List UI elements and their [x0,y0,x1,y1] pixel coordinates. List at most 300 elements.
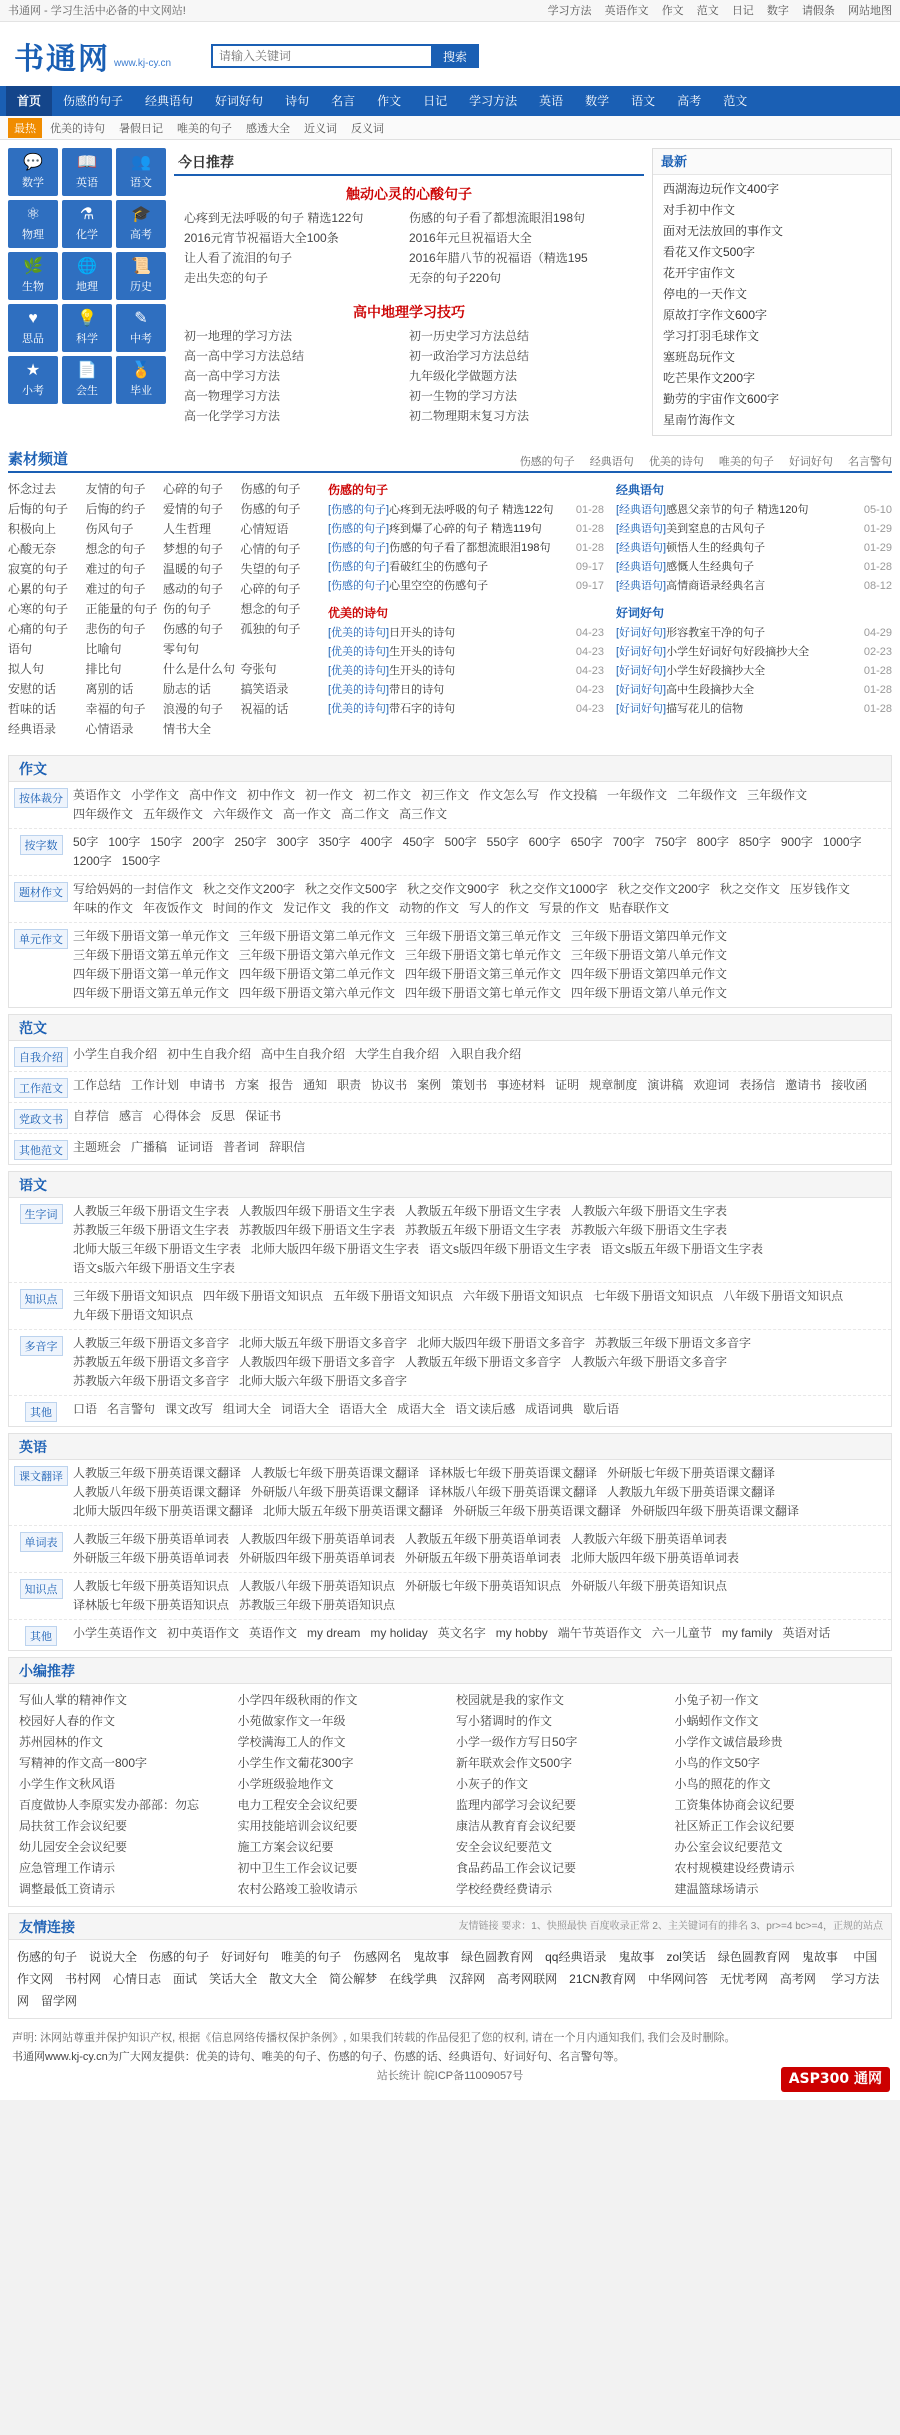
zw0-17[interactable]: 高三作文 [399,807,448,821]
list-item[interactable] [663,221,881,242]
latest-link-9[interactable]: 吃芒果作文200字 [663,371,756,385]
material-kw-47[interactable]: 祝福的话 [240,702,289,716]
rec-8[interactable]: 苏州园林的作文 [19,1735,104,1749]
material-kw-0[interactable]: 怀念过去 [8,482,57,496]
yy0-0[interactable]: 人教版三年级下册英语课文翻译 [73,1466,242,1480]
fl-25[interactable]: 无忧考网 [719,1972,768,1986]
material-kw-5[interactable]: 后悔的约子 [85,502,146,516]
zw2-1[interactable]: 秋之交作文200字 [203,882,296,896]
today2-link-7[interactable]: 初一生物的学习方法 [409,389,518,403]
yw0-2[interactable]: 人教版五年级下册语文生字表 [405,1204,562,1218]
zw3-4[interactable]: 三年级下册语文第五单元作文 [73,948,230,962]
material-kw-6[interactable]: 爱情的句子 [163,502,224,516]
subject-icon-huaxue[interactable] [62,200,112,248]
subject-icon-huisheng[interactable] [62,356,112,404]
zw3-8[interactable]: 四年级下册语文第一单元作文 [73,967,230,981]
today2-link-8[interactable]: 高一化学学习方法 [184,409,281,423]
yw1-2[interactable]: 五年级下册语文知识点 [333,1289,454,1303]
material-kw-25[interactable]: 正能量的句子 [85,602,158,616]
material-tab-2[interactable]: 优美的诗句 [648,456,704,468]
material-kw-4[interactable]: 后悔的句子 [8,502,69,516]
yw0-9[interactable]: 北师大版四年级下册语文生字表 [251,1242,420,1256]
yw1-3[interactable]: 六年级下册语文知识点 [463,1289,584,1303]
list-item[interactable] [663,347,881,368]
yw0-11[interactable]: 语文s版五年级下册语文生字表 [601,1242,764,1256]
fl-26[interactable]: 高考网 [779,1972,816,1986]
zw0-16[interactable]: 高二作文 [341,807,390,821]
zw0-13[interactable]: 五年级作文 [143,807,204,821]
rec-12[interactable]: 写精神的作文高一800字 [19,1756,148,1770]
yw2-9[interactable]: 北师大版六年级下册语文多音字 [239,1374,408,1388]
zw2-15[interactable]: 写景的作文 [539,901,600,915]
today2-link-3[interactable]: 初一政治学习方法总结 [409,349,530,363]
sec3-txt-1[interactable]: 小学生好词好句好段摘抄大全 [666,646,810,658]
fw2-0[interactable]: 自荐信 [73,1109,110,1123]
top-link-6[interactable]: 请假条 [801,5,835,17]
material-tab-3[interactable]: 唯美的句子 [718,456,774,468]
list-item[interactable] [616,558,892,577]
fl-8[interactable]: qq经典语录 [545,1950,607,1964]
today-link-4[interactable]: 让人看了流泪的句子 [184,251,293,265]
material-kw-31[interactable]: 孤独的句子 [240,622,301,636]
fw1-16[interactable]: 邀请书 [785,1078,822,1092]
zw0-7[interactable]: 作文怎么写 [479,788,540,802]
rec-9[interactable]: 学校满海工人的作文 [237,1735,346,1749]
fw1-7[interactable]: 协议书 [371,1078,408,1092]
latest-link-2[interactable]: 面对无法放回的事作文 [663,224,784,238]
row-tag[interactable] [9,833,73,871]
material-kw-29[interactable]: 悲伤的句子 [85,622,146,636]
yy1-6[interactable]: 外研版五年级下册英语单词表 [405,1551,562,1565]
yy3-4[interactable]: my holiday [370,1626,428,1640]
sec0-txt-1[interactable]: 疼到爆了心碎的句子 精选119句 [389,523,542,535]
rec-24[interactable]: 局扶贫工作会议纪要 [19,1819,128,1833]
zw1-2[interactable]: 150字 [150,835,183,849]
subnav-item-2[interactable]: 唯美的句子 [177,122,232,135]
list-item[interactable] [328,643,604,662]
rec-7[interactable]: 小蜗蚓作文作文 [674,1714,759,1728]
fw3-1[interactable]: 广播稿 [131,1140,168,1154]
list-item[interactable] [616,501,892,520]
sec3-txt-0[interactable]: 形容教室干净的句子 [666,627,766,639]
today-link-1[interactable]: 伤感的句子看了都想流眼泪198句 [409,211,586,225]
nav-item-4[interactable]: 诗句 [285,94,310,108]
fl-0[interactable]: 伤感的句子 [17,1950,78,1964]
yw3-3[interactable]: 组词大全 [223,1402,272,1416]
zw2-9[interactable]: 年夜饭作文 [143,901,204,915]
nav-item-11[interactable]: 语文 [631,94,656,108]
zw3-7[interactable]: 三年级下册语文第八单元作文 [571,948,728,962]
yy3-8[interactable]: 六一儿童节 [651,1626,712,1640]
yw2-7[interactable]: 人教版六年级下册语文多音字 [571,1355,728,1369]
rec-31[interactable]: 办公室会议纪要范文 [674,1840,783,1854]
list-item[interactable] [328,662,604,681]
rec-15[interactable]: 小鸟的作文50字 [674,1756,760,1770]
fw1-2[interactable]: 申请书 [189,1078,226,1092]
zw1-9[interactable]: 500字 [444,835,477,849]
zw0-4[interactable]: 初一作文 [305,788,354,802]
row-tag[interactable] [9,1045,73,1067]
yy2-3[interactable]: 外研版八年级下册英语知识点 [571,1579,728,1593]
fl-14[interactable]: 书村网 [65,1972,102,1986]
rec-32[interactable]: 应急管理工作请示 [19,1861,116,1875]
rec-18[interactable]: 小灰子的作文 [456,1777,529,1791]
fw0-1[interactable]: 初中生自我介绍 [167,1047,252,1061]
yy3-7[interactable]: 端午节英语作文 [557,1626,642,1640]
yy2-1[interactable]: 人教版八年级下册英语知识点 [239,1579,396,1593]
zw0-1[interactable]: 小学作文 [131,788,180,802]
rec-2[interactable]: 校园就是我的家作文 [456,1693,565,1707]
yy0-7[interactable]: 人教版九年级下册英语课文翻译 [607,1485,776,1499]
fl-7[interactable]: 绿色圆教育网 [461,1950,534,1964]
nav-item-13[interactable]: 范文 [723,94,748,108]
zw1-20[interactable]: 1500字 [121,854,161,868]
rec-13[interactable]: 小学生作文葡花300字 [237,1756,354,1770]
material-kw-10[interactable]: 人生哲理 [163,522,212,536]
today2-link-5[interactable]: 九年级化学做题方法 [409,369,518,383]
yy1-5[interactable]: 外研版四年级下册英语单词表 [239,1551,396,1565]
zw1-6[interactable]: 350字 [318,835,351,849]
row-tag[interactable] [9,786,73,824]
rec-29[interactable]: 施工方案会议纪要 [237,1840,334,1854]
list-item[interactable] [663,242,881,263]
sec0-txt-3[interactable]: 看破红尘的伤感句子 [389,561,489,573]
subject-icon-wuli[interactable] [8,200,58,248]
zw1-7[interactable]: 400字 [360,835,393,849]
subject-icon-shuxue[interactable] [8,148,58,196]
search-input[interactable] [211,44,431,68]
yy3-1[interactable]: 初中英语作文 [167,1626,240,1640]
material-kw-49[interactable]: 心情语录 [85,722,134,736]
material-kw-22[interactable]: 感动的句子 [163,582,224,596]
yw0-7[interactable]: 苏教版六年级下册语文生字表 [571,1223,728,1237]
yw3-4[interactable]: 词语大全 [281,1402,330,1416]
list-item[interactable] [663,179,881,200]
rec-3[interactable]: 小兔子初一作文 [674,1693,759,1707]
zw1-11[interactable]: 600字 [528,835,561,849]
material-kw-45[interactable]: 幸福的句子 [85,702,146,716]
material-kw-28[interactable]: 心痛的句子 [8,622,69,636]
subnav-item-1[interactable]: 暑假日记 [119,122,163,135]
zw3-15[interactable]: 四年级下册语文第八单元作文 [571,986,728,1000]
yy3-9[interactable]: my family [721,1626,773,1640]
yy1-2[interactable]: 人教版五年级下册英语单词表 [405,1532,562,1546]
list-item[interactable] [663,305,881,326]
zw0-10[interactable]: 二年级作文 [677,788,738,802]
zw0-8[interactable]: 作文投稿 [549,788,598,802]
zw0-12[interactable]: 四年级作文 [73,807,134,821]
list-item[interactable] [328,624,604,643]
row-tag[interactable] [9,880,73,918]
subnav-item-5[interactable]: 反义词 [351,122,384,135]
material-kw-40[interactable]: 安慰的话 [8,682,57,696]
zw2-0[interactable]: 写给妈妈的一封信作文 [73,882,194,896]
yy2-0[interactable]: 人教版七年级下册英语知识点 [73,1579,230,1593]
yw2-5[interactable]: 人教版四年级下册语文多音字 [239,1355,396,1369]
zw3-5[interactable]: 三年级下册语文第六单元作文 [239,948,396,962]
material-tab-4[interactable]: 好词好句 [788,456,833,468]
fl-27[interactable]: 学习方法网 [17,1972,880,2008]
fl-3[interactable]: 好词好句 [221,1950,270,1964]
subnav-item-3[interactable]: 感透大全 [246,122,290,135]
row-tag[interactable] [9,1107,73,1129]
top-link-2[interactable]: 作文 [661,5,684,17]
latest-link-0[interactable]: 西湖海边玩作文400字 [663,182,780,196]
list-item[interactable] [616,539,892,558]
latest-link-7[interactable]: 学习打羽毛球作文 [663,329,760,343]
rec-37[interactable]: 农村公路竣工验收请示 [237,1882,358,1896]
zw1-5[interactable]: 300字 [276,835,309,849]
yw0-0[interactable]: 人教版三年级下册语文生字表 [73,1204,230,1218]
yw2-4[interactable]: 苏教版五年级下册语文多音字 [73,1355,230,1369]
zw0-6[interactable]: 初三作文 [421,788,470,802]
material-kw-21[interactable]: 难过的句子 [85,582,146,596]
fw1-9[interactable]: 策划书 [451,1078,488,1092]
fw3-0[interactable]: 主题班会 [73,1140,122,1154]
sec2-txt-1[interactable]: 生开头的诗句 [389,646,456,658]
sec1-txt-1[interactable]: 美到窒息的古风句子 [666,523,766,535]
zw3-3[interactable]: 三年级下册语文第四单元作文 [571,929,728,943]
yw3-0[interactable]: 口语 [73,1402,98,1416]
material-kw-7[interactable]: 伤感的句子 [240,502,301,516]
yw1-6[interactable]: 九年级下册语文知识点 [73,1308,194,1322]
rec-28[interactable]: 幼儿园安全会议纪要 [19,1840,128,1854]
row-tag[interactable] [9,1334,73,1391]
zw3-14[interactable]: 四年级下册语文第七单元作文 [405,986,562,1000]
today2-link-4[interactable]: 高一高中学习方法 [184,369,281,383]
zw1-0[interactable]: 50字 [73,835,99,849]
row-tag[interactable] [9,1624,73,1646]
subject-icon-lishi[interactable] [116,252,166,300]
yw1-5[interactable]: 八年级下册语文知识点 [723,1289,844,1303]
yw3-9[interactable]: 歇后语 [583,1402,620,1416]
fl-18[interactable]: 散文大全 [269,1972,318,1986]
fl-20[interactable]: 在线学典 [389,1972,438,1986]
zw0-2[interactable]: 高中作文 [189,788,238,802]
fw2-2[interactable]: 心得体会 [153,1109,202,1123]
yy1-1[interactable]: 人教版四年级下册英语单词表 [239,1532,396,1546]
rec-16[interactable]: 小学生作文秋风语 [19,1777,116,1791]
yy3-2[interactable]: 英语作文 [249,1626,298,1640]
rec-27[interactable]: 社区矫正工作会议纪要 [674,1819,795,1833]
fw2-3[interactable]: 反思 [211,1109,236,1123]
fw3-2[interactable]: 证词语 [177,1140,214,1154]
material-kw-39[interactable]: 夸张句 [240,662,277,676]
list-item[interactable] [663,368,881,389]
material-kw-34[interactable]: 零句句 [163,642,200,656]
yw0-8[interactable]: 北师大版三年级下册语文生字表 [73,1242,242,1256]
yy0-6[interactable]: 译林版八年级下册英语课文翻译 [429,1485,598,1499]
material-kw-3[interactable]: 伤感的句子 [240,482,301,496]
zw2-13[interactable]: 动物的作文 [399,901,460,915]
row-tag[interactable] [9,1464,73,1521]
yw0-4[interactable]: 苏教版三年级下册语文生字表 [73,1223,230,1237]
yw0-6[interactable]: 苏教版五年级下册语文生字表 [405,1223,562,1237]
yw2-6[interactable]: 人教版五年级下册语文多音字 [405,1355,562,1369]
rec-5[interactable]: 小苑做家作文一年级 [237,1714,346,1728]
material-kw-37[interactable]: 排比句 [85,662,122,676]
latest-link-3[interactable]: 看花又作文500字 [663,245,756,259]
material-kw-43[interactable]: 搞笑语录 [240,682,289,696]
material-kw-16[interactable]: 寂寞的句子 [8,562,69,576]
material-kw-35[interactable] [241,639,319,659]
rec-11[interactable]: 小学作文诚信最珍贵 [674,1735,783,1749]
fl-22[interactable]: 高考网联网 [497,1972,558,1986]
zw2-14[interactable]: 写人的作文 [469,901,530,915]
top-link-3[interactable]: 范文 [696,5,719,17]
latest-link-10[interactable]: 勤劳的宇宙作文600字 [663,392,780,406]
yy3-10[interactable]: 英语对话 [782,1626,831,1640]
today2-link-6[interactable]: 高一物理学习方法 [184,389,281,403]
material-kw-1[interactable]: 友情的句子 [85,482,146,496]
yw1-4[interactable]: 七年级下册语文知识点 [593,1289,714,1303]
list-item[interactable] [616,643,892,662]
search-button[interactable]: 搜索 [431,44,479,68]
zw1-18[interactable]: 1000字 [822,835,862,849]
fl-24[interactable]: 中华网问答 [647,1972,708,1986]
fl-11[interactable]: 绿色圆教育网 [717,1950,790,1964]
fl-16[interactable]: 面试 [173,1972,198,1986]
list-item[interactable] [663,200,881,221]
material-kw-11[interactable]: 心情短语 [240,522,289,536]
material-kw-26[interactable]: 伤的句子 [163,602,212,616]
nav-item-2[interactable]: 经典语句 [145,94,194,108]
nav-item-9[interactable]: 英语 [539,94,564,108]
rec-33[interactable]: 初中卫生工作会议记要 [237,1861,358,1875]
rec-39[interactable]: 建温篮球场请示 [674,1882,759,1896]
latest-link-11[interactable]: 星南竹海作文 [663,413,736,427]
row-tag[interactable] [9,1577,73,1615]
latest-link-4[interactable]: 花开宇宙作文 [663,266,736,280]
rec-1[interactable]: 小学四年级秋雨的作文 [237,1693,358,1707]
material-kw-2[interactable]: 心碎的句子 [163,482,224,496]
zw1-10[interactable]: 550字 [486,835,519,849]
today-link-3[interactable]: 2016年元旦祝福语大全 [409,231,532,245]
row-tag[interactable] [9,1400,73,1422]
yw0-3[interactable]: 人教版六年级下册语文生字表 [571,1204,728,1218]
list-item[interactable] [616,624,892,643]
yy3-3[interactable]: my dream [307,1626,361,1640]
material-kw-20[interactable]: 心累的句子 [8,582,69,596]
yw3-8[interactable]: 成语词典 [525,1402,574,1416]
material-tab-1[interactable]: 经典语句 [589,456,634,468]
fl-2[interactable]: 伤感的句子 [149,1950,210,1964]
subject-icon-dili[interactable] [62,252,112,300]
fw1-13[interactable]: 演讲稿 [647,1078,684,1092]
subject-icon-sipin[interactable] [8,304,58,352]
fw0-3[interactable]: 大学生自我介绍 [355,1047,440,1061]
yw0-10[interactable]: 语文s版四年级下册语文生字表 [429,1242,592,1256]
fl-9[interactable]: 鬼故事 [618,1950,655,1964]
fw3-4[interactable]: 辞职信 [269,1140,306,1154]
yw2-3[interactable]: 苏教版三年级下册语文多音字 [595,1336,752,1350]
yy0-11[interactable]: 外研版四年级下册英语课文翻译 [631,1504,800,1518]
yw3-6[interactable]: 成语大全 [397,1402,446,1416]
zw2-4[interactable]: 秋之交作文1000字 [509,882,608,896]
fl-6[interactable]: 鬼故事 [413,1950,450,1964]
sec1-txt-2[interactable]: 顿悟人生的经典句子 [666,542,766,554]
sec0-txt-4[interactable]: 心里空空的伤感句子 [389,580,489,592]
material-tab-5[interactable]: 名言警句 [848,456,892,468]
today-link-6[interactable]: 走出失恋的句子 [184,271,269,285]
material-kw-38[interactable]: 什么是什么句 [163,662,236,676]
fw0-0[interactable]: 小学生自我介绍 [73,1047,158,1061]
zw1-3[interactable]: 200字 [192,835,225,849]
rec-21[interactable]: 电力工程安全会议纪要 [237,1798,358,1812]
nav-item-1[interactable]: 伤感的句子 [63,94,124,108]
zw3-6[interactable]: 三年级下册语文第七单元作文 [405,948,562,962]
rec-19[interactable]: 小鸟的照花的作文 [674,1777,771,1791]
zw2-8[interactable]: 年味的作文 [73,901,134,915]
fw1-12[interactable]: 规章制度 [589,1078,638,1092]
fw3-3[interactable]: 普者词 [223,1140,260,1154]
zw2-11[interactable]: 发记作文 [283,901,332,915]
sec2-txt-0[interactable]: 日开头的诗句 [389,627,456,639]
subject-icon-yingyu[interactable] [62,148,112,196]
fw2-1[interactable]: 感言 [119,1109,144,1123]
subject-icon-biye[interactable] [116,356,166,404]
list-item[interactable] [328,700,604,719]
yy0-1[interactable]: 人教版七年级下册英语课文翻译 [251,1466,420,1480]
zw3-12[interactable]: 四年级下册语文第五单元作文 [73,986,230,1000]
zw0-5[interactable]: 初二作文 [363,788,412,802]
rec-6[interactable]: 写小猪调时的作文 [456,1714,553,1728]
fw1-1[interactable]: 工作计划 [131,1078,180,1092]
list-item[interactable] [616,520,892,539]
yy0-2[interactable]: 译林版七年级下册英语课文翻译 [429,1466,598,1480]
material-kw-9[interactable]: 伤风句子 [85,522,134,536]
material-kw-30[interactable]: 伤感的句子 [163,622,224,636]
fw1-8[interactable]: 案例 [417,1078,442,1092]
sec1-txt-4[interactable]: 高情商语录经典名言 [666,580,766,592]
yy3-6[interactable]: my hobby [495,1626,548,1640]
site-logo[interactable] [14,34,171,78]
material-kw-50[interactable]: 情书大全 [163,722,212,736]
subject-icon-zhongkao[interactable] [116,304,166,352]
yw2-1[interactable]: 北师大版五年级下册语文多音字 [239,1336,408,1350]
yw2-2[interactable]: 北师大版四年级下册语文多音字 [417,1336,586,1350]
yw0-5[interactable]: 苏教版四年级下册语文生字表 [239,1223,396,1237]
nav-item-0[interactable]: 首页 [6,86,52,116]
today-link-5[interactable]: 2016年腊八节的祝福语（精选195 [409,251,588,265]
zw0-14[interactable]: 六年级作文 [213,807,274,821]
list-item[interactable] [616,662,892,681]
material-kw-15[interactable]: 心情的句子 [240,542,301,556]
nav-item-8[interactable]: 学习方法 [469,94,518,108]
zw3-0[interactable]: 三年级下册语文第一单元作文 [73,929,230,943]
list-item[interactable] [616,577,892,596]
material-kw-36[interactable]: 拟人句 [8,662,45,676]
zw1-15[interactable]: 800字 [696,835,729,849]
material-kw-33[interactable]: 比喻句 [85,642,122,656]
zw1-14[interactable]: 750字 [654,835,687,849]
material-kw-41[interactable]: 离别的话 [85,682,134,696]
latest-link-5[interactable]: 停电的一天作文 [663,287,748,301]
row-tag[interactable] [9,1202,73,1278]
list-item[interactable] [616,681,892,700]
fl-17[interactable]: 笑话大全 [209,1972,258,1986]
rec-17[interactable]: 小学班级验地作文 [237,1777,334,1791]
rec-0[interactable]: 写仙人掌的精神作文 [19,1693,128,1707]
list-item[interactable] [328,520,604,539]
subject-icon-shengwu[interactable] [8,252,58,300]
fw1-0[interactable]: 工作总结 [73,1078,122,1092]
yy1-4[interactable]: 外研版三年级下册英语单词表 [73,1551,230,1565]
material-kw-8[interactable]: 积极向上 [8,522,57,536]
sec3-txt-4[interactable]: 描写花儿的信物 [666,703,744,715]
list-item[interactable] [328,501,604,520]
zw1-13[interactable]: 700字 [612,835,645,849]
